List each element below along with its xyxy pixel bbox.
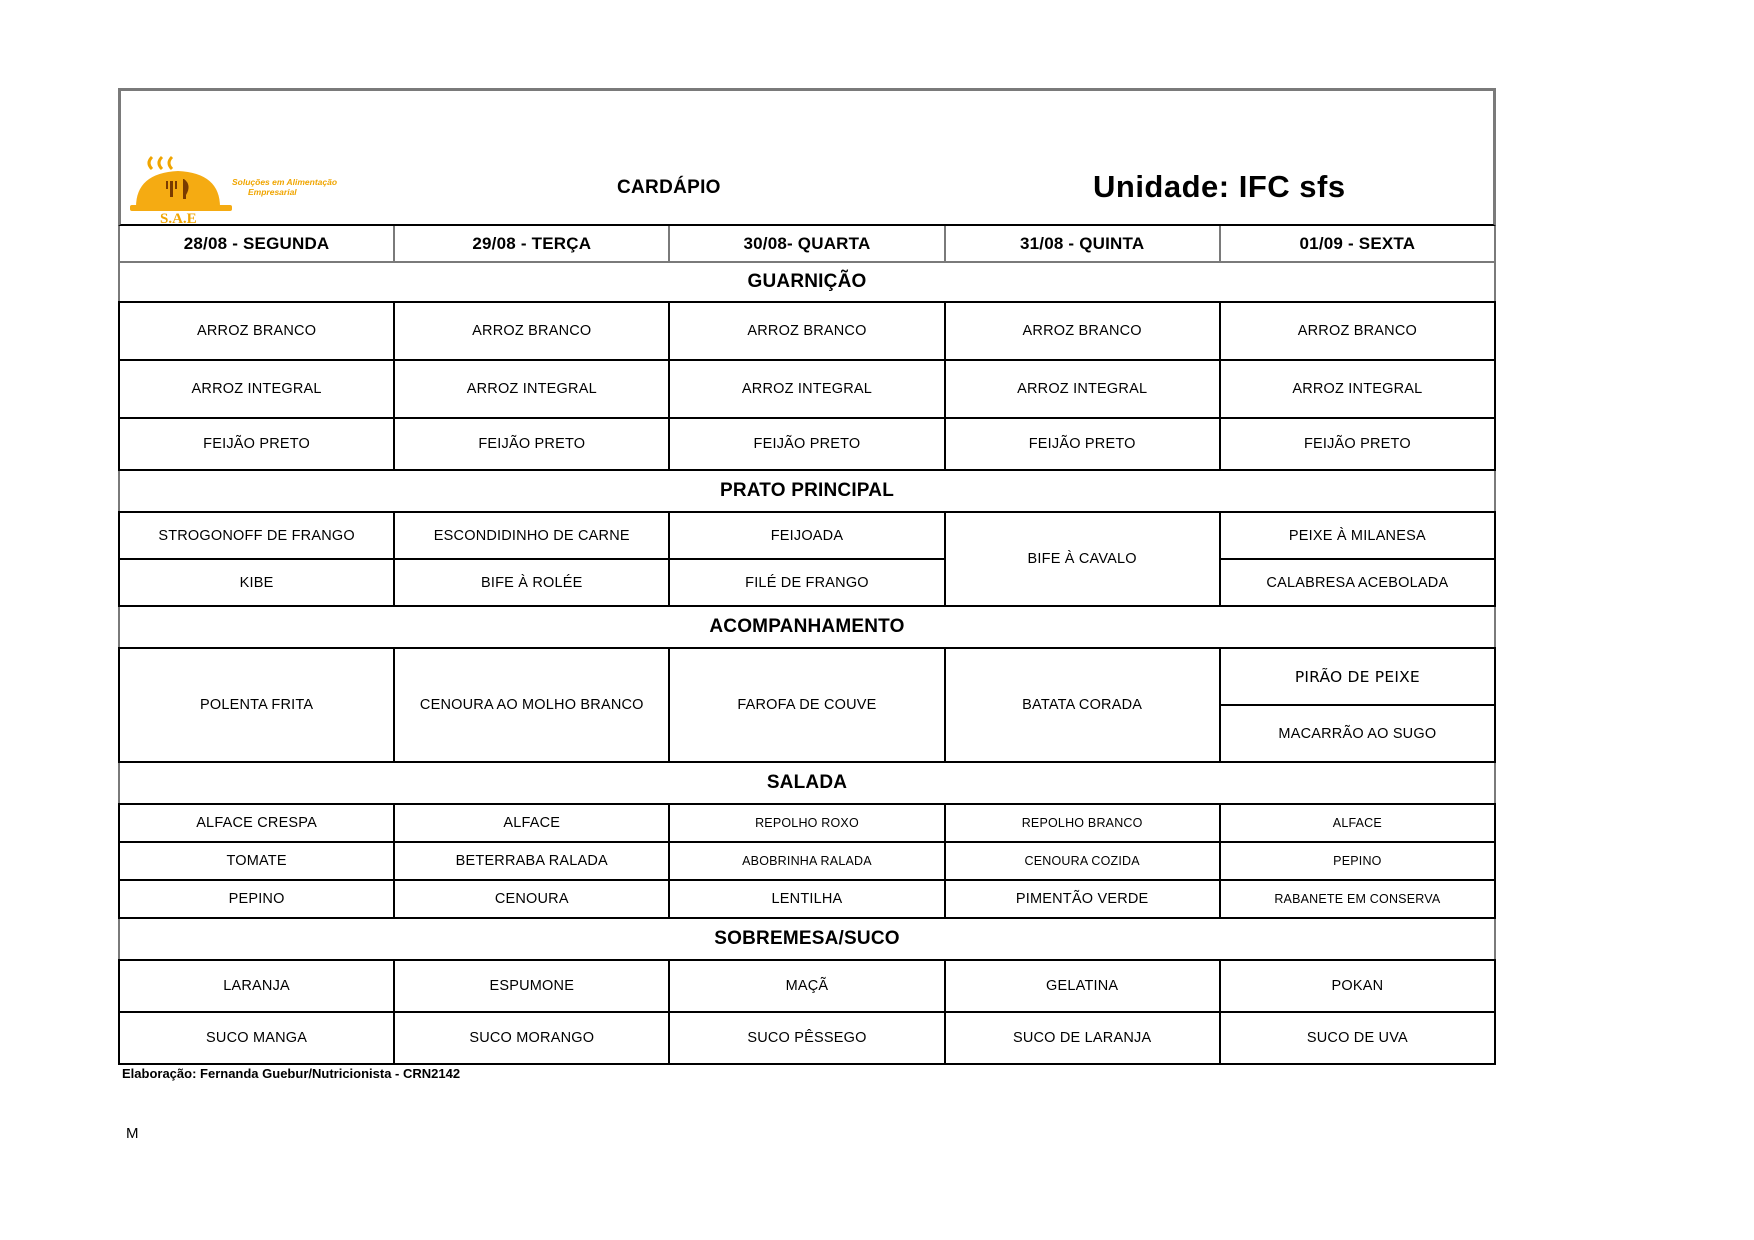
menu-cell: GELATINA <box>945 960 1220 1012</box>
menu-cell: FEIJÃO PRETO <box>1220 418 1495 470</box>
table-row <box>119 804 1495 842</box>
day-header: 29/08 - TERÇA <box>394 226 669 262</box>
menu-cell: ALFACE <box>1220 804 1495 842</box>
table-row <box>119 1012 1495 1064</box>
menu-cell: STROGONOFF DE FRANGO <box>119 512 394 559</box>
menu-cell: SUCO DE UVA <box>1220 1012 1495 1064</box>
section-title: PRATO PRINCIPAL <box>119 470 1495 512</box>
menu-cell: ARROZ INTEGRAL <box>945 360 1220 418</box>
section-title: ACOMPANHAMENTO <box>119 606 1495 648</box>
menu-cell: ABOBRINHA RALADA <box>669 842 944 880</box>
menu-cell: CENOURA <box>394 880 669 918</box>
menu-cell: LARANJA <box>119 960 394 1012</box>
menu-cell: ARROZ BRANCO <box>394 302 669 360</box>
table-row <box>119 648 1495 705</box>
table-row <box>119 880 1495 918</box>
menu-cell: ARROZ INTEGRAL <box>1220 360 1495 418</box>
menu-cell: CALABRESA ACEBOLADA <box>1220 559 1495 606</box>
menu-cell: ARROZ BRANCO <box>669 302 944 360</box>
menu-cell: BETERRABA RALADA <box>394 842 669 880</box>
menu-cell: LENTILHA <box>669 880 944 918</box>
menu-cell: ALFACE CRESPA <box>119 804 394 842</box>
menu-cell: ARROZ INTEGRAL <box>394 360 669 418</box>
menu-cell: REPOLHO ROXO <box>669 804 944 842</box>
section-title: GUARNIÇÃO <box>119 262 1495 302</box>
menu-cell: FAROFA DE COUVE <box>669 648 944 762</box>
menu-cell: ARROZ BRANCO <box>945 302 1220 360</box>
table-row <box>119 842 1495 880</box>
menu-cell: FEIJOADA <box>669 512 944 559</box>
menu-cell: BIFE À CAVALO <box>945 512 1220 606</box>
menu-cell: PEPINO <box>119 880 394 918</box>
menu-cell: CENOURA AO MOLHO BRANCO <box>394 648 669 762</box>
menu-cell: RABANETE EM CONSERVA <box>1220 880 1495 918</box>
table-row <box>119 559 1495 606</box>
menu-cell: PEPINO <box>1220 842 1495 880</box>
table-row <box>119 360 1495 418</box>
footer-credit: Elaboração: Fernanda Guebur/Nutricionista - CRN2142 <box>122 1066 461 1081</box>
menu-cell: ARROZ BRANCO <box>119 302 394 360</box>
menu-cell: POLENTA FRITA <box>119 648 394 762</box>
menu-sheet <box>118 88 1496 1065</box>
menu-cell: PIRÃO DE PEIXE <box>1220 648 1495 705</box>
day-header: 01/09 - SEXTA <box>1220 226 1495 262</box>
day-header: 28/08 - SEGUNDA <box>119 226 394 262</box>
day-header: 31/08 - QUINTA <box>945 226 1220 262</box>
menu-cell: ALFACE <box>394 804 669 842</box>
svg-text:Empresarial: Empresarial <box>248 187 297 197</box>
svg-text:Soluções em Alimentação: Soluções em Alimentação <box>232 177 338 187</box>
menu-cell: TOMATE <box>119 842 394 880</box>
menu-cell: CENOURA COZIDA <box>945 842 1220 880</box>
menu-cell: ESCONDIDINHO DE CARNE <box>394 512 669 559</box>
day-header: 30/08- QUARTA <box>669 226 944 262</box>
days-row <box>119 226 1495 262</box>
menu-cell: REPOLHO BRANCO <box>945 804 1220 842</box>
menu-cell: ESPUMONE <box>394 960 669 1012</box>
menu-header <box>118 88 1496 226</box>
menu-cell: POKAN <box>1220 960 1495 1012</box>
menu-cell: BIFE À ROLÉE <box>394 559 669 606</box>
menu-cell: SUCO DE LARANJA <box>945 1012 1220 1064</box>
menu-cell: FEIJÃO PRETO <box>394 418 669 470</box>
section-row-guarnicao <box>119 262 1495 302</box>
menu-cell: PIMENTÃO VERDE <box>945 880 1220 918</box>
menu-cell: ARROZ BRANCO <box>1220 302 1495 360</box>
menu-cell: MACARRÃO AO SUGO <box>1220 705 1495 762</box>
menu-cell: FEIJÃO PRETO <box>119 418 394 470</box>
section-title: SOBREMESA/SUCO <box>119 918 1495 960</box>
menu-cell: PEIXE À MILANESA <box>1220 512 1495 559</box>
menu-cell: SUCO PÊSSEGO <box>669 1012 944 1064</box>
menu-cell: FILÉ DE FRANGO <box>669 559 944 606</box>
svg-text:S.A.E: S.A.E <box>160 211 197 227</box>
section-row-prato-principal <box>119 470 1495 512</box>
section-title: SALADA <box>119 762 1495 804</box>
menu-cell: SUCO MORANGO <box>394 1012 669 1064</box>
section-row-acompanhamento <box>119 606 1495 648</box>
menu-cell: ARROZ INTEGRAL <box>119 360 394 418</box>
table-row <box>119 960 1495 1012</box>
section-row-salada <box>119 762 1495 804</box>
menu-cell: FEIJÃO PRETO <box>945 418 1220 470</box>
menu-title: CARDÁPIO <box>617 177 721 198</box>
unit-title: Unidade: IFC sfs <box>1093 169 1346 204</box>
section-row-sobremesa <box>119 918 1495 960</box>
menu-cell: BATATA CORADA <box>945 648 1220 762</box>
table-row <box>119 418 1495 470</box>
menu-cell: MAÇÃ <box>669 960 944 1012</box>
footer-mark: M <box>126 1125 139 1142</box>
table-row <box>119 512 1495 559</box>
sae-logo <box>128 147 378 227</box>
table-row <box>119 302 1495 360</box>
menu-cell: KIBE <box>119 559 394 606</box>
menu-table <box>118 226 1496 1065</box>
menu-cell: SUCO MANGA <box>119 1012 394 1064</box>
menu-cell: ARROZ INTEGRAL <box>669 360 944 418</box>
menu-cell: FEIJÃO PRETO <box>669 418 944 470</box>
